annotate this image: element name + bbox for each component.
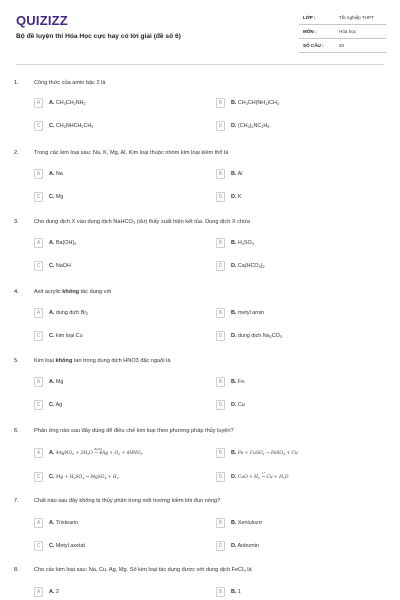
option-prefix: B.: [231, 171, 237, 177]
option-text: 1: [237, 589, 241, 595]
meta-value: Hóa học: [339, 29, 357, 34]
option-letter-box: D: [216, 261, 225, 271]
option-a[interactable]: A A. dung dịch $Br_2$: [34, 308, 184, 320]
option-d[interactable]: D D. $(CH_3)_2NC_2H_5$: [216, 121, 366, 133]
option-prefix: B.: [231, 310, 237, 316]
meta-key: LỚP :: [303, 15, 316, 20]
question-text: Cho các kim loại sau: Na, Cu, Ag, Mg. Số kim loại tác dụng được với dung dịch FeCl$_3$ là: [34, 567, 252, 573]
option-prefix: A.: [49, 171, 55, 177]
question-text: Axit acrylic không tác dụng với: [34, 289, 112, 295]
option-letter-box: B: [216, 238, 225, 248]
option-text: Tristearin: [55, 520, 79, 526]
question-text: Chất nào sau đây không bị thủy phân trong môi trường kiềm khi đun nóng?: [34, 498, 221, 504]
worksheet-header: [0, 0, 400, 62]
option-text: Fe.: [237, 379, 246, 385]
option-d[interactable]: D D. dung dịch $Na_2CO_3$: [216, 331, 366, 343]
option-b[interactable]: [216, 377, 366, 389]
option-letter-box: A: [34, 518, 43, 528]
meta-row-subject: [299, 25, 386, 39]
question-number: 2.: [14, 150, 19, 156]
option-a[interactable]: [34, 169, 184, 181]
option-text: Metyl axetat: [55, 543, 85, 549]
option-a[interactable]: A A. $Ba(OH)_2$: [34, 238, 184, 250]
quizizz-logo: QUIZIZZ: [16, 13, 68, 28]
option-a[interactable]: A A. $CH_3CH_2NH_2$: [34, 98, 184, 110]
option-letter-box: A: [34, 238, 43, 248]
option-prefix: C.: [49, 263, 55, 269]
option-d[interactable]: [216, 472, 366, 484]
option-b[interactable]: [216, 587, 366, 599]
option-letter-box: C: [34, 541, 43, 551]
option-letter-box: D: [216, 192, 225, 202]
equation: CuO + $H_2$ t° → $Cu + H_2O$: [237, 471, 289, 480]
option-prefix: A.: [49, 310, 55, 316]
option-b[interactable]: B B. $CH_3CH(NH_2)CH_3$: [216, 98, 366, 110]
option-letter-box: C: [34, 261, 43, 271]
option-a[interactable]: [34, 518, 184, 530]
option-prefix: B.: [231, 450, 237, 456]
option-letter-box: B: [216, 98, 225, 108]
question-number: 1.: [14, 80, 19, 86]
option-prefix: C.: [49, 543, 55, 549]
option-letter-box: C: [34, 331, 43, 341]
option-prefix: B.: [231, 379, 237, 385]
option-text: Mg: [55, 194, 64, 200]
option-text: Ag: [55, 402, 63, 408]
option-letter-box: A: [34, 377, 43, 387]
question-number: 6.: [14, 428, 19, 434]
option-letter-box: D: [216, 472, 225, 482]
option-letter-box: C: [34, 472, 43, 482]
option-letter-box: D: [216, 331, 225, 341]
option-c[interactable]: [34, 261, 184, 273]
option-a[interactable]: [34, 377, 184, 389]
option-c[interactable]: [34, 331, 184, 343]
meta-info-box: [299, 11, 386, 53]
meta-value: Tốt nghiệp THPT: [339, 15, 374, 20]
option-prefix: A.: [49, 240, 55, 246]
option-prefix: A.: [49, 450, 55, 456]
meta-row-class: [299, 11, 386, 25]
worksheet-title: Bộ đề luyện thi Hóa Học cực hay có lời giải (đề số 6): [16, 33, 181, 40]
option-text: Anbumin: [237, 543, 259, 549]
option-d[interactable]: [216, 192, 366, 204]
meta-value: 40: [339, 43, 345, 48]
option-prefix: C.: [49, 123, 55, 129]
option-prefix: D.: [231, 474, 237, 480]
option-c[interactable]: C C. $CH_3NHCH_2CH_3$: [34, 121, 184, 133]
option-text: 2: [55, 589, 59, 595]
header-divider: [16, 64, 384, 65]
option-text: Mg: [55, 379, 64, 385]
option-prefix: B.: [231, 240, 237, 246]
option-letter-box: D: [216, 541, 225, 551]
option-a[interactable]: [34, 448, 184, 460]
option-letter-box: A: [34, 169, 43, 179]
option-letter-box: A: [34, 587, 43, 597]
option-b[interactable]: [216, 448, 366, 460]
question-number: 5.: [14, 358, 19, 364]
option-prefix: D.: [231, 333, 237, 339]
option-b[interactable]: [216, 169, 366, 181]
meta-key: SỐ CÂU :: [303, 43, 324, 48]
option-letter-box: D: [216, 400, 225, 410]
option-text: Xenlulozơ: [237, 520, 263, 526]
question-text: Kim loại không tan trong dung dịch HNO3 đặc nguội là: [34, 358, 171, 364]
option-letter-box: A: [34, 308, 43, 318]
option-d[interactable]: [216, 541, 366, 553]
option-c[interactable]: [34, 400, 184, 412]
option-prefix: B.: [231, 100, 237, 106]
option-letter-box: D: [216, 121, 225, 131]
option-letter-box: C: [34, 192, 43, 202]
option-text: kim loại Cu: [55, 333, 83, 339]
option-letter-box: B: [216, 587, 225, 597]
option-text: Al: [237, 171, 243, 177]
option-c[interactable]: [34, 541, 184, 553]
emphasis-word: không: [55, 358, 73, 364]
option-letter-box: B: [216, 377, 225, 387]
equation: 4AgNO$_3$ + $2H_2O$ đpdd → $4Ag + O_2 + 4HNO_3$: [55, 447, 143, 456]
option-text: NaOH: [55, 263, 71, 269]
emphasis-word: không: [62, 289, 80, 295]
question-text: Trong các kim loại sau: Na, K, Mg, Al. Kim loại thuộc nhóm kim loại kiềm thổ là: [34, 150, 229, 156]
question-text: Phản ứng nào sau đây dùng để điều chế kim loại theo phương pháp thủy luyện?: [34, 428, 234, 434]
option-prefix: A.: [49, 379, 55, 385]
option-letter-box: A: [34, 98, 43, 108]
question-text: Công thức của amin bậc 2 là: [34, 80, 106, 86]
option-b[interactable]: [216, 308, 366, 320]
option-prefix: D.: [231, 123, 237, 129]
option-text: Cu: [237, 402, 245, 408]
option-prefix: A.: [49, 589, 55, 595]
option-prefix: D.: [231, 194, 237, 200]
option-prefix: B.: [231, 520, 237, 526]
meta-row-question-count: [299, 39, 386, 53]
option-letter-box: A: [34, 448, 43, 458]
option-prefix: C.: [49, 402, 55, 408]
question-number: 8.: [14, 567, 19, 573]
option-c[interactable]: [34, 192, 184, 204]
question-number: 4.: [14, 289, 19, 295]
option-prefix: D.: [231, 543, 237, 549]
option-prefix: C.: [49, 194, 55, 200]
question-number: 7.: [14, 498, 19, 504]
option-letter-box: B: [216, 448, 225, 458]
option-letter-box: B: [216, 169, 225, 179]
option-prefix: C.: [49, 474, 55, 480]
question-number: 3.: [14, 219, 19, 225]
option-letter-box: B: [216, 308, 225, 318]
option-prefix: C.: [49, 333, 55, 339]
meta-key: MÔN :: [303, 29, 317, 34]
option-prefix: D.: [231, 263, 237, 269]
option-prefix: A.: [49, 100, 55, 106]
equation: Fe + CuSO$_4$ → FeSO$_4$ + Cu: [237, 451, 298, 456]
option-text: Na: [55, 171, 63, 177]
option-letter-box: C: [34, 121, 43, 131]
option-a[interactable]: [34, 587, 184, 599]
option-prefix: D.: [231, 402, 237, 408]
option-prefix: B.: [231, 589, 237, 595]
option-prefix: A.: [49, 520, 55, 526]
question-text: Cho dung dịch X vào dung dịch NaHCO₃ (dư) thấy xuất hiện kết tủa. Dung dịch X chứa: [34, 219, 250, 225]
option-letter-box: C: [34, 400, 43, 410]
option-text: K: [237, 194, 242, 200]
equation: $Mg + H_2SO_4$ → MgSO$_4$ + $H_2$: [55, 475, 119, 480]
option-d[interactable]: [216, 400, 366, 412]
option-text: metyl amin: [237, 310, 264, 316]
option-b[interactable]: [216, 518, 366, 530]
option-c[interactable]: [34, 472, 184, 484]
option-d[interactable]: D D. $Ca(HCO_3)_2$: [216, 261, 366, 273]
option-letter-box: B: [216, 518, 225, 528]
option-b[interactable]: B B. $H_2SO_4$: [216, 238, 366, 250]
